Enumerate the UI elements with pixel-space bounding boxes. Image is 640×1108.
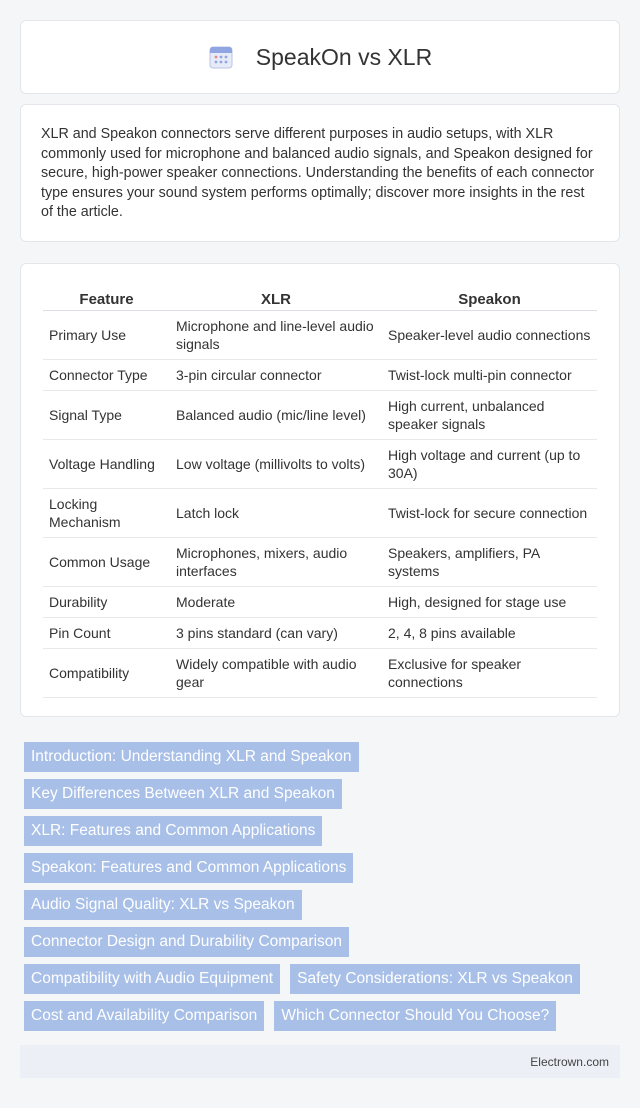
table-cell: Compatibility [43,649,170,698]
table-cell: Latch lock [170,489,382,538]
table-cell: Voltage Handling [43,440,170,489]
related-links [24,742,620,1038]
title-card [20,20,620,94]
table-header-row [43,284,597,311]
table-cell: 2, 4, 8 pins available [382,618,597,649]
comparison-table [43,284,597,698]
table-cell: High, designed for stage use [382,587,597,618]
table-cell: Exclusive for speaker connections [382,649,597,698]
table-cell: Common Usage [43,538,170,587]
table-cell: Signal Type [43,391,170,440]
header-speakon: Speakon [382,284,597,311]
table-row [43,311,597,360]
table-row [43,649,597,698]
comparison-table-card [20,263,620,717]
table-cell: Speaker-level audio connections [382,311,597,360]
table-cell: Locking Mechanism [43,489,170,538]
table-cell: Microphone and line-level audio signals [170,311,382,360]
table-row [43,360,597,391]
table-row [43,440,597,489]
footer [20,1045,620,1078]
table-row [43,489,597,538]
table-row [43,618,597,649]
link-key-differences[interactable]: Key Differences Between XLR and Speakon [24,779,342,809]
table-cell: Durability [43,587,170,618]
header-xlr: XLR [170,284,382,311]
link-audio-signal-quality[interactable]: Audio Signal Quality: XLR vs Speakon [24,890,302,920]
intro-card [20,104,620,242]
link-connector-design[interactable]: Connector Design and Durability Comparison [24,927,349,957]
table-cell: Pin Count [43,618,170,649]
table-cell: Low voltage (millivolts to volts) [170,440,382,489]
link-compatibility[interactable]: Compatibility with Audio Equipment [24,964,280,994]
table-row [43,538,597,587]
calendar-grid-icon [208,44,234,70]
table-cell: High voltage and current (up to 30A) [382,440,597,489]
table-cell: Balanced audio (mic/line level) [170,391,382,440]
table-cell: Speakers, amplifiers, PA systems [382,538,597,587]
link-xlr-features[interactable]: XLR: Features and Common Applications [24,816,322,846]
table-cell: 3-pin circular connector [170,360,382,391]
table-cell: 3 pins standard (can vary) [170,618,382,649]
header-feature: Feature [43,284,170,311]
intro-text: XLR and Speakon connectors serve different purposes in audio setups, with XLR commonly used for microphone and balanced audio signals, and Speakon designed for secure, high-power speaker connections. Understanding the benefits of each connector type ensures your sound system performs optimally; discover more insights in the rest of the article. [41,126,595,220]
table-cell: Moderate [170,587,382,618]
link-cost-availability[interactable]: Cost and Availability Comparison [24,1001,264,1031]
table-row [43,391,597,440]
link-which-connector[interactable]: Which Connector Should You Choose? [274,1001,556,1031]
table-cell: Microphones, mixers, audio interfaces [170,538,382,587]
footer-site[interactable]: Electrown.com [530,1054,609,1069]
page-title: SpeakOn vs XLR [255,43,433,70]
table-cell: Connector Type [43,360,170,391]
link-speakon-features[interactable]: Speakon: Features and Common Applications [24,853,353,883]
table-row [43,587,597,618]
table-cell: High current, unbalanced speaker signals [382,391,597,440]
table-cell: Twist-lock for secure connection [382,489,597,538]
link-introduction[interactable]: Introduction: Understanding XLR and Speakon [24,742,359,772]
table-cell: Primary Use [43,311,170,360]
table-cell: Widely compatible with audio gear [170,649,382,698]
link-safety[interactable]: Safety Considerations: XLR vs Speakon [290,964,580,994]
table-cell: Twist-lock multi-pin connector [382,360,597,391]
